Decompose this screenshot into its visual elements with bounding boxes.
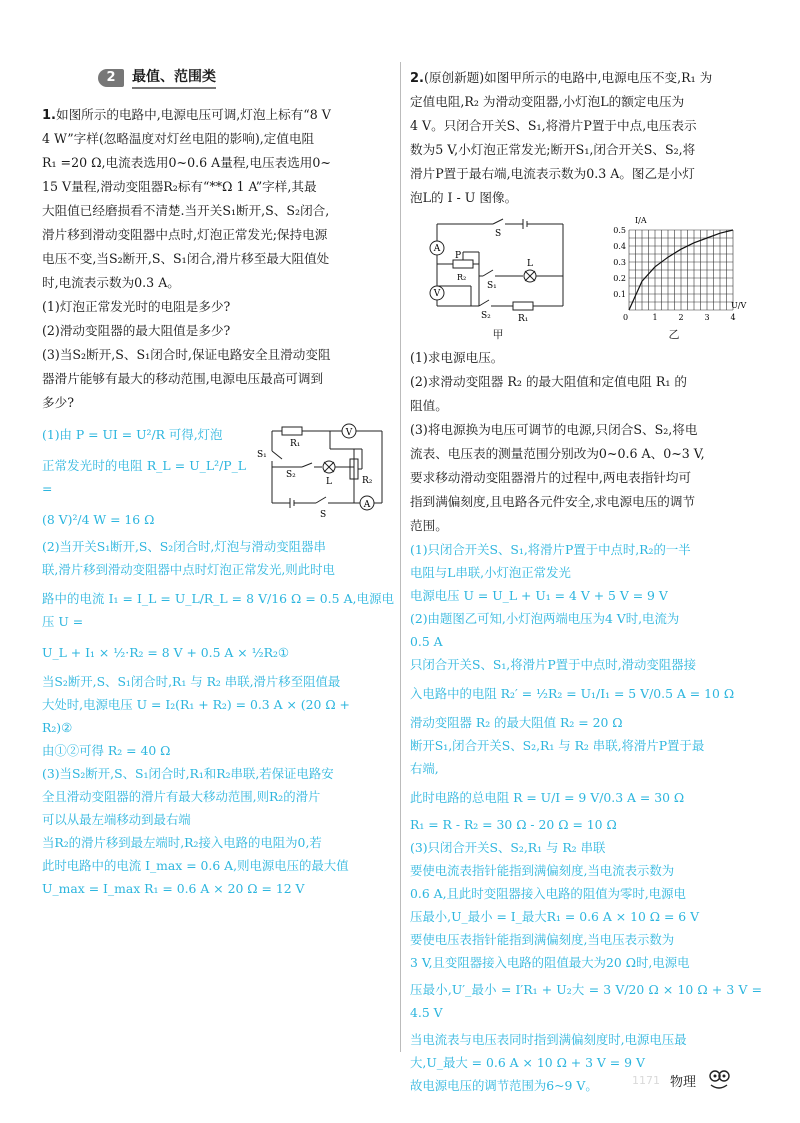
q2-fig-voltmeter-label: V <box>433 289 441 299</box>
q2-sub: 流表、电压表的测量范围分别改为0~0.6 A、0~3 V, <box>410 446 705 461</box>
y-tick-label: 0.2 <box>613 274 626 283</box>
question-2-answer <box>410 538 762 1097</box>
q1-line: 大阻值已经磨损看不清楚.当开关S₁断开,S、S₂闭合, <box>42 203 330 218</box>
mascot-logo-icon <box>706 1068 732 1092</box>
q2-answer-line: 大,U_最大 = 0.6 A × 10 Ω + 3 V = 9 V <box>410 1055 645 1070</box>
q1-line: 4 W”字样(忽略温度对灯丝电阻的影响),定值电阻 <box>42 131 315 146</box>
q1-line: 15 V量程,滑动变阻器R₂标有“**Ω 1 A”字样,其最 <box>42 179 317 194</box>
q1-answer-line: 可以从最左端移动到最右端 <box>42 812 191 827</box>
q2-fig-s-label: S <box>495 229 502 239</box>
q2-answer-line: 入电路中的电阻 R₂′ = ½R₂ = U₁/I₁ = 5 V/0.5 A = 10 Ω <box>410 686 735 701</box>
section-number: 2 <box>98 69 124 87</box>
q2-answer-line: 压最小,U_最小 = I_最大R₁ = 0.6 A × 10 Ω = 6 V <box>410 909 700 924</box>
q2-answer-line: 此时电路的总电阻 R = U/I = 9 V/0.3 A = 30 Ω <box>410 790 685 805</box>
q2-fig-p-label: P <box>455 251 462 261</box>
q2-sub: (1)求电源电压。 <box>410 350 504 365</box>
question-2-number: 2. <box>410 71 424 86</box>
y-tick-label: 0.1 <box>613 290 626 299</box>
q1-answer-line: R₂)② <box>42 720 73 735</box>
graph-xlabel: U/V <box>731 301 747 310</box>
q2-answer-line: 故电源电压的调节范围为6~9 V。 <box>410 1078 598 1093</box>
q2-subquestions <box>410 346 762 538</box>
right-column <box>410 66 762 1097</box>
q2-figures <box>410 214 762 342</box>
q2-answer-line: 右端, <box>410 761 439 776</box>
figure-yi <box>599 214 749 342</box>
figure-jia <box>423 214 573 342</box>
q2-answer-line: 当电流表与电压表同时指到满偏刻度时,电源电压最 <box>410 1032 687 1047</box>
y-tick-label: 0.5 <box>613 226 626 235</box>
q2-answer-line: 0.5 A <box>410 634 443 649</box>
q1-line: R₁ =20 Ω,电流表选用0~0.6 A量程,电压表选用0~ <box>42 155 331 170</box>
column-divider <box>400 62 401 1052</box>
x-tick-label: 1 <box>652 313 658 322</box>
q2-answer-line: R₁ = R - R₂ = 30 Ω - 20 Ω = 10 Ω <box>410 817 617 832</box>
question-1 <box>42 103 394 415</box>
q1-fig-voltmeter-label: V <box>345 428 353 438</box>
q2-answer-line: (1)只闭合开关S、S₁,将滑片P置于中点时,R₂的一半 <box>410 542 691 557</box>
q2-answer-line: (2)由题图乙可知,小灯泡两端电压为4 V时,电流为 <box>410 611 680 626</box>
y-tick-label: 0.4 <box>613 242 626 251</box>
q1-answer-line: 由①②可得 R₂ = 40 Ω <box>42 743 171 758</box>
q2-sub: 范围。 <box>410 518 448 533</box>
iu-graph <box>599 214 749 324</box>
page-footer <box>632 1068 732 1092</box>
q1-circuit-diagram <box>252 419 394 519</box>
q2-answer-line: 只闭合开关S、S₁,将滑片P置于中点时,滑动变阻器接 <box>410 657 696 672</box>
graph-ylabel: I/A <box>635 216 647 225</box>
q2-answer-line: 电源电压 U = U_L + U₁ = 4 V + 5 V = 9 V <box>410 588 668 603</box>
q1-fig-r2-label: R₂ <box>362 476 373 486</box>
q1-line: 时,电流表示数为0.3 A。 <box>42 275 180 290</box>
x-tick-label: 3 <box>704 313 710 322</box>
q1-line: 如图所示的电路中,电源电压可调,灯泡上标有“8 V <box>55 107 331 122</box>
q2-fig-r2-label: R₂ <box>457 273 467 282</box>
q1-fig-ammeter-label: A <box>363 500 371 510</box>
q2-circuit-diagram <box>423 214 573 324</box>
q1-answer-line: U_L + I₁ × ½·R₂ = 8 V + 0.5 A × ½R₂① <box>42 645 290 660</box>
q2-answer-line: 3 V,且变阻器接入电路的阻值最大为20 Ω时,电源电 <box>410 955 690 970</box>
q2-line: 滑片P置于最右端,电流表示数为0.3 A。图乙是小灯 <box>410 166 695 181</box>
q2-answer-line: 要使电压表指针能指到满偏刻度,当电压表示数为 <box>410 932 675 947</box>
q2-answer-line: (3)只闭合开关S、S₂,R₁ 与 R₂ 串联 <box>410 840 606 855</box>
q1-line: 滑片移到滑动变阻器中点时,灯泡正常发光;保持电源 <box>42 227 328 242</box>
subject-label: 物理 <box>670 1074 697 1090</box>
q2-answer-line: 断开S₁,闭合开关S、S₂,R₁ 与 R₂ 串联,将滑片P置于最 <box>410 738 705 753</box>
q1-answer-line: (8 V)²/4 W = 16 Ω <box>42 512 155 527</box>
q1-sub: 多少? <box>42 395 74 410</box>
q2-fig-r1-label: R₁ <box>518 314 529 324</box>
q1-sub: 器滑片能够有最大的移动范围,电源电压最高可调到 <box>42 371 324 386</box>
q1-answer-line: 路中的电流 I₁ = I_L = U_L/R_L = 8 V/16 Ω = 0.5 A,电源电压 U = <box>42 591 394 629</box>
graph-origin: 0 <box>623 313 629 322</box>
q1-answer-line: 当R₂的滑片移到最左端时,R₂接入电路的电阻为0,若 <box>42 835 322 850</box>
q1-fig-r1-label: R₁ <box>290 439 301 449</box>
q1-answer-line: 大处时,电源电压 U = I₂(R₁ + R₂) = 0.3 A × (20 Ω + <box>42 697 350 712</box>
q2-sub: (2)求滑动变阻器 R₂ 的最大阻值和定值电阻 R₁ 的 <box>410 374 688 389</box>
q2-answer-line: 压最小,U′_最小 = I′R₁ + U₂大 = 3 V/20 Ω × 10 Ω + 3 V = 4.5 V <box>410 982 762 1020</box>
q1-answer-line: 联,滑片移到滑动变阻器中点时灯泡正常发光,则此时电 <box>42 562 335 577</box>
q2-sub: 要求移动滑动变阻器滑片的过程中,两电表指针均可 <box>410 470 692 485</box>
x-tick-label: 2 <box>678 313 684 322</box>
q2-fig-lamp-label: L <box>527 259 533 269</box>
q2-answer-line: 滑动变阻器 R₂ 的最大阻值 R₂ = 20 Ω <box>410 715 623 730</box>
q2-sub: 指到满偏刻度,且电路各元件安全,求电源电压的调节 <box>410 494 696 509</box>
q2-sub: 阻值。 <box>410 398 448 413</box>
q2-sub: (3)将电源换为电压可调节的电源,只闭合S、S₂,将电 <box>410 422 698 437</box>
q1-fig-lamp-label: L <box>326 477 332 487</box>
section-header <box>98 66 394 89</box>
q2-line: 4 V。只闭合开关S、S₁,将滑片P置于中点,电压表示 <box>410 118 697 133</box>
q1-answer-line: 正常发光时的电阻 R_L = U_L²/P_L = <box>42 458 246 496</box>
left-column <box>42 60 394 900</box>
q1-sub: (3)当S₂断开,S、S₁闭合时,保证电路安全且滑动变阻 <box>42 347 331 362</box>
q1-answer-line: (2)当开关S₁断开,S、S₂闭合时,灯泡与滑动变阻器串 <box>42 539 326 554</box>
q2-fig-s2-label: S₂ <box>481 311 491 321</box>
q2-line: 数为5 V,小灯泡正常发光;断开S₁,闭合开关S、S₂,将 <box>410 142 696 157</box>
q1-answer-line: 当S₂断开,S、S₁闭合时,R₁ 与 R₂ 串联,滑片移至阻值最 <box>42 674 341 689</box>
x-tick-label: 4 <box>730 313 736 322</box>
question-1-number: 1. <box>42 108 56 123</box>
q2-line: 定值电阻,R₂ 为滑动变阻器,小灯泡L的额定电压为 <box>410 94 685 109</box>
figure-jia-caption: 甲 <box>492 328 504 341</box>
page-number: 1171 <box>632 1073 660 1087</box>
figure-yi-caption: 乙 <box>668 328 680 341</box>
question-1-answer <box>42 423 394 900</box>
q1-answer-line: U_max = I_max R₁ = 0.6 A × 20 Ω = 12 V <box>42 881 305 896</box>
q2-line: 泡L的 I - U 图像。 <box>410 190 518 205</box>
q2-fig-s1-label: S₁ <box>487 281 497 291</box>
q1-answer-line: (1)由 P = UI = U²/R 可得,灯泡 <box>42 427 223 442</box>
q1-line: 电压不变,当S₂断开,S、S₁闭合,滑片移至最大阻值处 <box>42 251 330 266</box>
q2-answer-line: 电阻与L串联,小灯泡正常发光 <box>410 565 571 580</box>
q1-sub: (2)滑动变阻器的最大阻值是多少? <box>42 323 231 338</box>
q1-fig-s1-label: S₁ <box>257 450 267 460</box>
q1-fig-s2-label: S₂ <box>286 470 296 480</box>
question-2 <box>410 66 762 210</box>
q1-answer-line: 全且滑动变阻器的滑片有最大移动范围,则R₂的滑片 <box>42 789 321 804</box>
section-title: 最值、范围类 <box>132 66 216 89</box>
q2-answer-line: 要使电流表指针能指到满偏刻度,当电流表示数为 <box>410 863 675 878</box>
q2-answer-line: 0.6 A,且此时变阻器接入电路的阻值为零时,电源电 <box>410 886 686 901</box>
q1-sub: (1)灯泡正常发光时的电阻是多少? <box>42 299 231 314</box>
q1-fig-s-label: S <box>320 510 327 519</box>
q1-answer-line: (3)当S₂断开,S、S₁闭合时,R₁和R₂串联,若保证电路安 <box>42 766 334 781</box>
y-tick-label: 0.3 <box>613 258 626 267</box>
q1-answer-line: 此时电路中的电流 I_max = 0.6 A,则电源电压的最大值 <box>42 858 349 873</box>
q2-fig-ammeter-label: A <box>433 244 441 254</box>
q2-line: (原创新题)如图甲所示的电路中,电源电压不变,R₁ 为 <box>423 70 713 85</box>
